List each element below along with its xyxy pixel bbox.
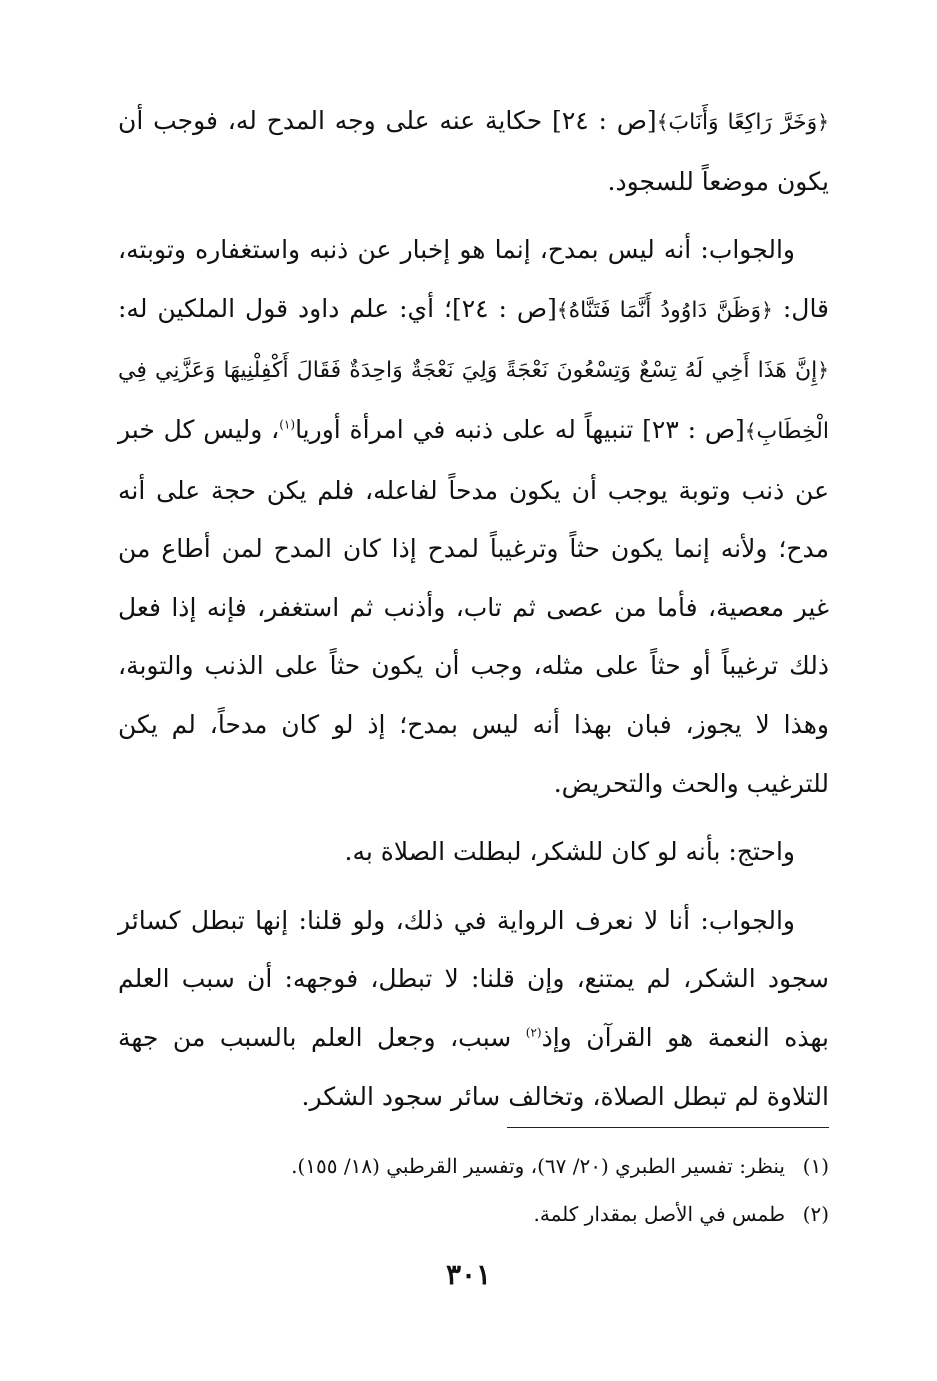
footnote-item [118,1142,829,1190]
footnote-number: (١) [802,1154,829,1178]
footnote-item [118,1190,829,1238]
footnotes [118,1142,829,1238]
quran-bracket-open: ﴿ [817,110,829,134]
footnote-number: (٢) [802,1202,829,1226]
page-number: ٣٠١ [445,1258,492,1291]
paragraph-text: واحتج: بأنه لو كان للشكر، لبطلت الصلاة به. [344,837,795,867]
paragraph-text: سبب، وجعل العلم بالسبب من جهة التلاوة لم تبطل الصلاة، وتخالف سائر سجود الشكر. [118,1022,829,1111]
quran-verse: وَخَرَّ رَاكِعًا وَأَنَابَ [668,110,818,135]
paragraph-text: والجواب: أنا لا نعرف الرواية في ذلك، ولو قلنا: إنها تبطل كسائر سجود الشكر، لم يمتنع، وإن قلنا: لا تبطل، فوجهه: أن سبب العلم بهذه النعمة هو القرآن وإذ [118,905,829,1052]
paragraph-text: ، وليس كل خبر عن ذنب وتوبة يوجب أن يكون مدحاً لفاعله، فلم يكن حجة على أنه مدح؛ ولأنه إنما يكون حثاً وترغيباً لمدح إذا كان المدح لمن أطاع من غير معصية، فأما من عصى ثم تاب، وأذنب ثم استغفر، فإنه إذا فعل ذلك ترغيباً أو حثاً على مثله، وجب أن يكون حثاً على الذنب والتوبة، وهذا لا يجوز، فبان بهذا أنه ليس بمدح؛ إذ لو كان مدحاً، لم يكن للترغيب والحث والتحريض. [118,414,829,798]
quran-bracket-open: ﴿ [817,358,829,383]
footnote-divider [507,1127,829,1128]
paragraph-text: تنبيهاً له على ذنبه في امرأة أوريا [295,414,643,444]
quran-bracket-close: ﴾ [556,297,569,322]
paragraph-text: والجواب: أنه ليس بمدح، إنما هو إخبار عن ذنبه واستغفاره وتوبته، قال: [118,235,830,323]
paragraph-4 [118,892,829,1126]
footnote-marker[interactable]: (٢) [525,1025,542,1040]
quran-bracket-close: ﴾ [744,418,757,443]
verse-reference: [ص : ٢٤] [552,106,657,135]
verse-reference: [ص : ٢٤] [451,293,557,323]
quran-verse: إِنَّ هَذَا أَخِي لَهُ تِسْعٌ وَتِسْعُونَ نَعْجَةً وَلِيَ نَعْجَةٌ وَاحِدَةٌ فَقَالَ أَكْفِلْنِيهَا وَعَزَّنِي فِي الْخِطَابِ [118,358,829,444]
paragraph-text: حكاية عنه على وجه المدح له، فوجب أن يكون موضعاً للسجود. [118,106,829,196]
paragraph-2 [118,221,829,813]
footnote-text: ينظر: تفسير الطبري (٢٠/ ٦٧)، وتفسير القرطبي (١٨/ ١٥٥). [291,1154,785,1178]
quran-verse: وَظَنَّ دَاوُودُ أَنَّمَا فَتَنَّاهُ [568,297,762,323]
footnote-marker[interactable]: (١) [279,417,296,432]
quran-bracket-close: ﴾ [656,110,669,134]
verse-reference: [ص : ٢٣] [642,414,745,444]
paragraph-text: ؛ أي: علم داود قول الملكين له: [118,293,452,323]
footnote-text: طمس في الأصل بمقدار كلمة. [533,1202,785,1226]
quran-bracket-open: ﴿ [761,297,773,322]
paragraph-3 [118,823,829,882]
paragraph-1 [118,92,829,211]
main-text [118,92,829,1126]
